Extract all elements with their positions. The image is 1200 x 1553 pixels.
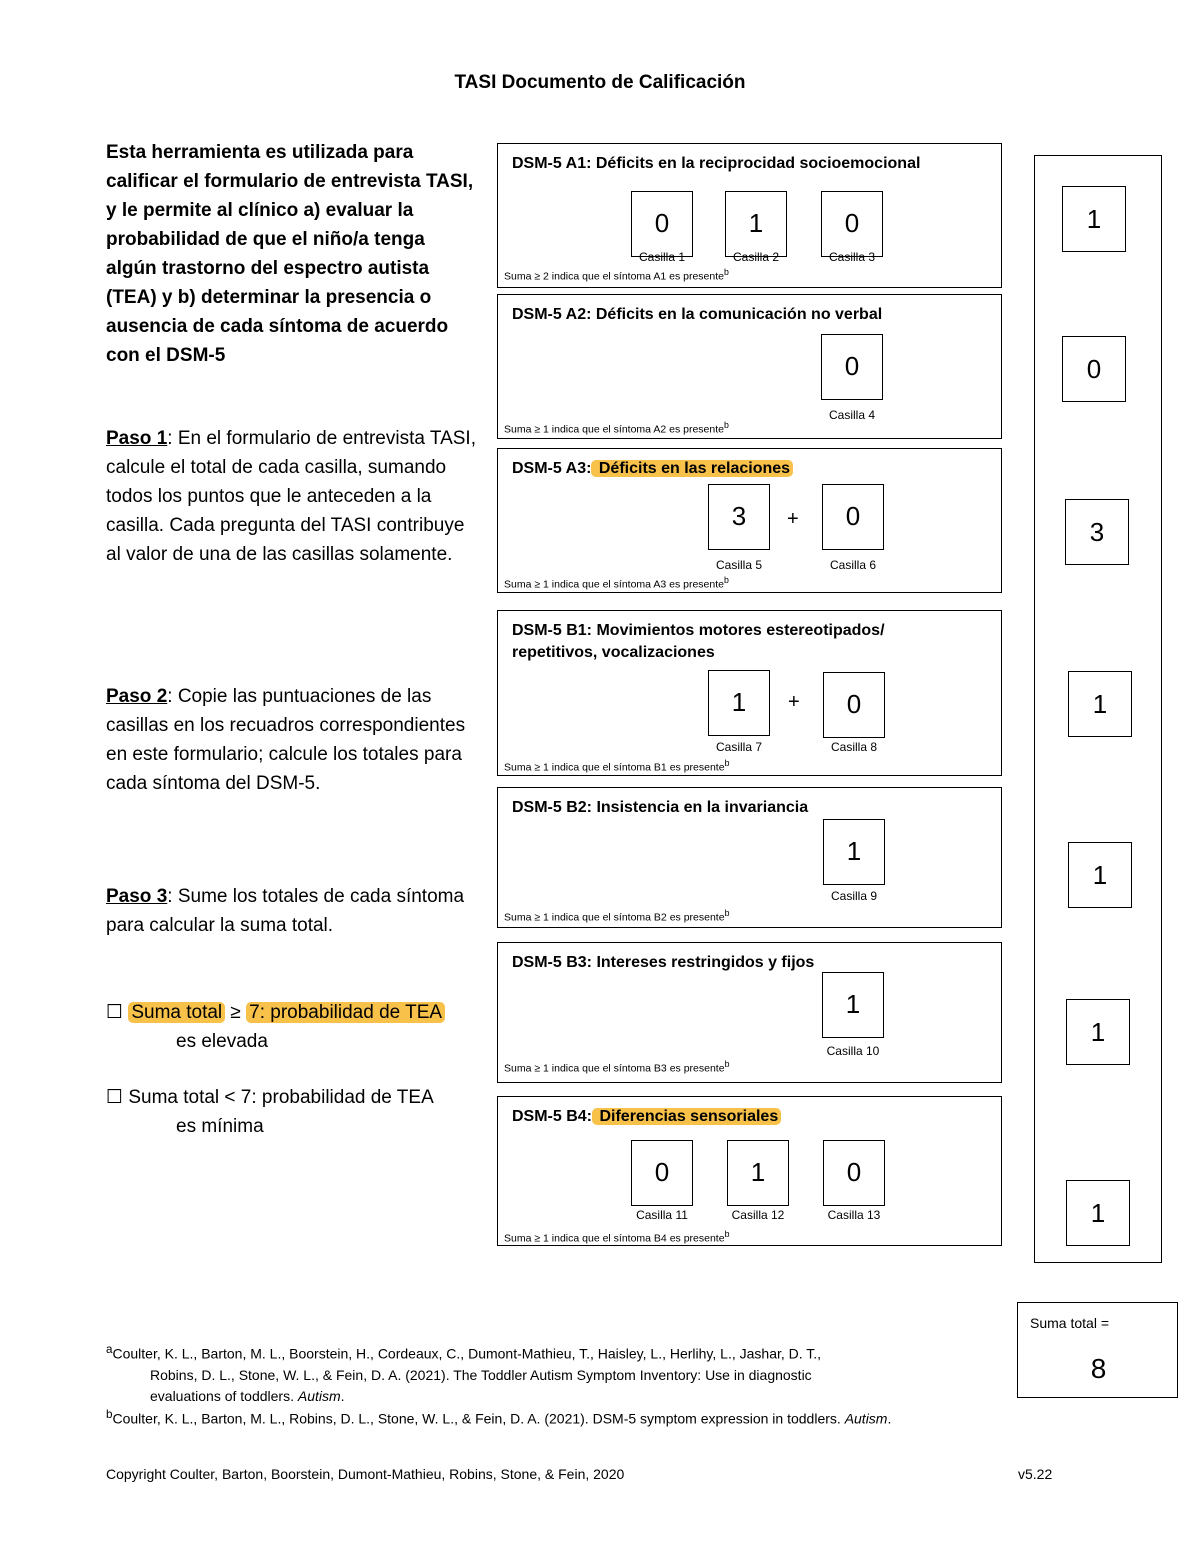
casilla-1-label: Casilla 1 [638, 250, 686, 264]
panel-a3-code: DSM-5 A3: [512, 460, 592, 477]
panel-b2-code: DSM-5 B2: [512, 799, 593, 816]
casilla-11-label: Casilla 11 [636, 1208, 688, 1222]
casilla-11-box[interactable]: 0 [631, 1140, 693, 1206]
total-b1[interactable]: 1 [1068, 671, 1132, 737]
panel-b1-heading-2: repetitivos, vocalizaciones [512, 644, 715, 661]
page-title: TASI Documento de Calificación [454, 72, 746, 93]
panel-a1-note-text: Suma ≥ 2 indica que el síntoma A1 es presente [504, 270, 724, 283]
panel-b2-heading: Insistencia en la invariancia [592, 799, 809, 816]
panel-a3-title [512, 458, 793, 480]
total-a3[interactable]: 3 [1065, 499, 1129, 565]
note-sup: b [723, 267, 729, 277]
panel-a1-heading: Déficits en la reciprocidad socioemocional [591, 155, 921, 172]
casilla-3-label: Casilla 3 [828, 250, 876, 264]
panel-a3-note [504, 575, 729, 591]
plus-sign: + [787, 508, 799, 530]
casilla-4-label: Casilla 4 [828, 408, 876, 422]
option-low-text: Suma total < 7: probabilidad de TEA [128, 1087, 434, 1108]
casilla-6-box[interactable]: 0 [822, 484, 884, 550]
ref-b-text: Coulter, K. L., Barton, M. L., Robins, D. L., Stone, W. L., & Fein, D. A. (2021). DSM-5 symptom expression in toddlers. [112, 1410, 845, 1427]
panel-a2-heading: Déficits en la comunicación no verbal [591, 306, 883, 323]
note-sup: b [724, 1229, 730, 1239]
panel-b1-note-text: Suma ≥ 1 indica que el síntoma B1 es presente [504, 761, 725, 774]
casilla-6-label: Casilla 6 [829, 558, 877, 572]
casilla-12-label: Casilla 12 [731, 1208, 785, 1222]
reference-a [106, 1339, 1006, 1407]
ref-a-end: . [340, 1387, 345, 1404]
panel-a1-note [504, 267, 729, 283]
option-low-cont: es mínima [176, 1116, 264, 1137]
panel-a3-note-text: Suma ≥ 1 indica que el síntoma A3 es presente [504, 578, 724, 591]
casilla-1-box[interactable]: 0 [631, 191, 693, 257]
ref-b-sup: b [106, 1408, 113, 1421]
casilla-10-box[interactable]: 1 [822, 972, 884, 1038]
panel-a2-note-text: Suma ≥ 1 indica que el síntoma A2 es presente [504, 423, 724, 436]
option-high-hl2: 7: probabilidad de TEA [246, 1002, 445, 1023]
checkbox-high[interactable]: ☐ [106, 1002, 124, 1023]
panel-b1-note [504, 758, 729, 774]
step-3-label: Paso 3 [106, 886, 168, 907]
panel-b1-title [512, 620, 885, 664]
casilla-2-box[interactable]: 1 [725, 191, 787, 257]
option-high-hl1: Suma total [128, 1002, 225, 1023]
suma-total-box [1017, 1302, 1178, 1398]
version: v5.22 [1018, 1466, 1053, 1482]
panel-b4-note [504, 1229, 729, 1245]
panel-a1-code: DSM-5 A1: [512, 155, 592, 172]
casilla-3-box[interactable]: 0 [821, 191, 883, 257]
reference-b [106, 1404, 1026, 1430]
casilla-4-box[interactable]: 0 [821, 334, 883, 400]
copyright: Copyright Coulter, Barton, Boorstein, Dumont-Mathieu, Robins, Stone, & Fein, 2020 [106, 1466, 625, 1482]
panel-a2-note [504, 420, 729, 436]
casilla-9-label: Casilla 9 [830, 889, 878, 903]
casilla-7-box[interactable]: 1 [708, 670, 770, 736]
casilla-12-box[interactable]: 1 [727, 1140, 789, 1206]
option-high-cont: es elevada [176, 1031, 268, 1052]
panel-b3-code: DSM-5 B3: [512, 954, 593, 971]
note-sup: b [724, 908, 730, 918]
ref-b-end: . [887, 1410, 892, 1427]
ref-a-line1: Coulter, K. L., Barton, M. L., Boorstein, H., Cordeaux, C., Dumont-Mathieu, T., Haisley, L., Herlihy, L., Jashar, D. T., [112, 1345, 822, 1362]
panel-b3 [497, 942, 1002, 1083]
panel-b3-note [504, 1059, 729, 1075]
panel-b2-note-text: Suma ≥ 1 indica que el síntoma B2 es presente [504, 911, 725, 924]
total-b3[interactable]: 1 [1066, 999, 1130, 1065]
panel-a2 [497, 294, 1002, 439]
casilla-2-label: Casilla 2 [732, 250, 780, 264]
panel-b3-note-text: Suma ≥ 1 indica que el síntoma B3 es presente [504, 1062, 725, 1075]
panel-b1-code: DSM-5 B1: [512, 622, 593, 639]
casilla-8-label: Casilla 8 [830, 740, 878, 754]
ref-a-journal: Autism [297, 1387, 341, 1404]
panel-b2 [497, 787, 1002, 928]
step-1-text: : En el formulario de entrevista TASI, calcule el total de cada casilla, sumando todos los puntos que le anteceden a la casilla. Cada pregunta del TASI contribuye al valor de una de las casillas solamente. [106, 428, 476, 565]
total-a2[interactable]: 0 [1062, 336, 1126, 402]
panel-a2-code: DSM-5 A2: [512, 306, 592, 323]
panel-a1-title [512, 153, 920, 175]
ref-a-sup: a [106, 1343, 113, 1356]
total-b2[interactable]: 1 [1068, 842, 1132, 908]
panel-b4-code: DSM-5 B4: [512, 1108, 593, 1125]
panel-b3-heading: Intereses restringidos y fijos [592, 954, 815, 971]
note-sup: b [724, 1059, 730, 1069]
step-3 [106, 882, 478, 940]
option-low [106, 1083, 486, 1141]
checkbox-low[interactable]: ☐ [106, 1087, 124, 1108]
panel-a2-title [512, 304, 882, 326]
step-2-text: : Copie las puntuaciones de las casillas en los recuadros correspondientes en este formulario; calcule los totales para cada síntoma del DSM-5. [106, 686, 466, 794]
panel-a1 [497, 143, 1002, 288]
casilla-13-box[interactable]: 0 [823, 1140, 885, 1206]
note-sup: b [723, 420, 729, 430]
panel-a3 [497, 448, 1002, 593]
ref-a-line3: evaluations of toddlers. [150, 1387, 298, 1404]
step-2-label: Paso 2 [106, 686, 168, 707]
option-high [106, 998, 486, 1056]
plus-sign: + [788, 691, 800, 713]
note-sup: b [724, 758, 730, 768]
panel-b4-heading: Diferencias sensoriales [592, 1108, 781, 1125]
casilla-8-box[interactable]: 0 [823, 672, 885, 738]
panel-b2-note [504, 908, 729, 924]
step-1-label: Paso 1 [106, 428, 168, 449]
panel-b4-title [512, 1106, 781, 1128]
panel-a3-heading: Déficits en las relaciones [591, 460, 793, 477]
casilla-5-box[interactable]: 3 [708, 484, 770, 550]
panel-b1-heading: Movimientos motores estereotipados/ [592, 622, 885, 639]
casilla-7-label: Casilla 7 [715, 740, 763, 754]
suma-total-label: Suma total = [1030, 1315, 1109, 1331]
suma-total-value[interactable]: 8 [1090, 1353, 1107, 1384]
panel-b4-note-text: Suma ≥ 1 indica que el síntoma B4 es presente [504, 1232, 725, 1245]
total-a1[interactable]: 1 [1062, 186, 1126, 252]
step-2 [106, 682, 478, 798]
intro-text: Esta herramienta es utilizada para calificar el formulario de entrevista TASI, y le permite al clínico a) evaluar la probabilidad de que el niño/a tenga algún trastorno del espectro autista (TEA) y b) determinar la presencia o ausencia de cada síntoma de acuerdo con el DSM-5 [106, 142, 474, 366]
step-1 [106, 424, 478, 569]
step-3-text: : Sume los totales de cada síntoma para calcular la suma total. [106, 886, 465, 936]
panel-b2-title [512, 797, 808, 819]
note-sup: b [723, 575, 729, 585]
casilla-10-label: Casilla 10 [826, 1044, 880, 1058]
option-high-mid: ≥ [225, 1002, 247, 1023]
panel-b1 [497, 610, 1002, 776]
casilla-13-label: Casilla 13 [827, 1208, 881, 1222]
panel-b3-title [512, 952, 814, 974]
casilla-9-box[interactable]: 1 [823, 819, 885, 885]
ref-b-journal: Autism [844, 1410, 888, 1427]
casilla-5-label: Casilla 5 [715, 558, 763, 572]
panel-b4 [497, 1096, 1002, 1246]
ref-a-line2: Robins, D. L., Stone, W. L., & Fein, D. A. (2021). The Toddler Autism Symptom Inventory: Use in diagnostic [150, 1366, 812, 1383]
total-b4[interactable]: 1 [1066, 1180, 1130, 1246]
